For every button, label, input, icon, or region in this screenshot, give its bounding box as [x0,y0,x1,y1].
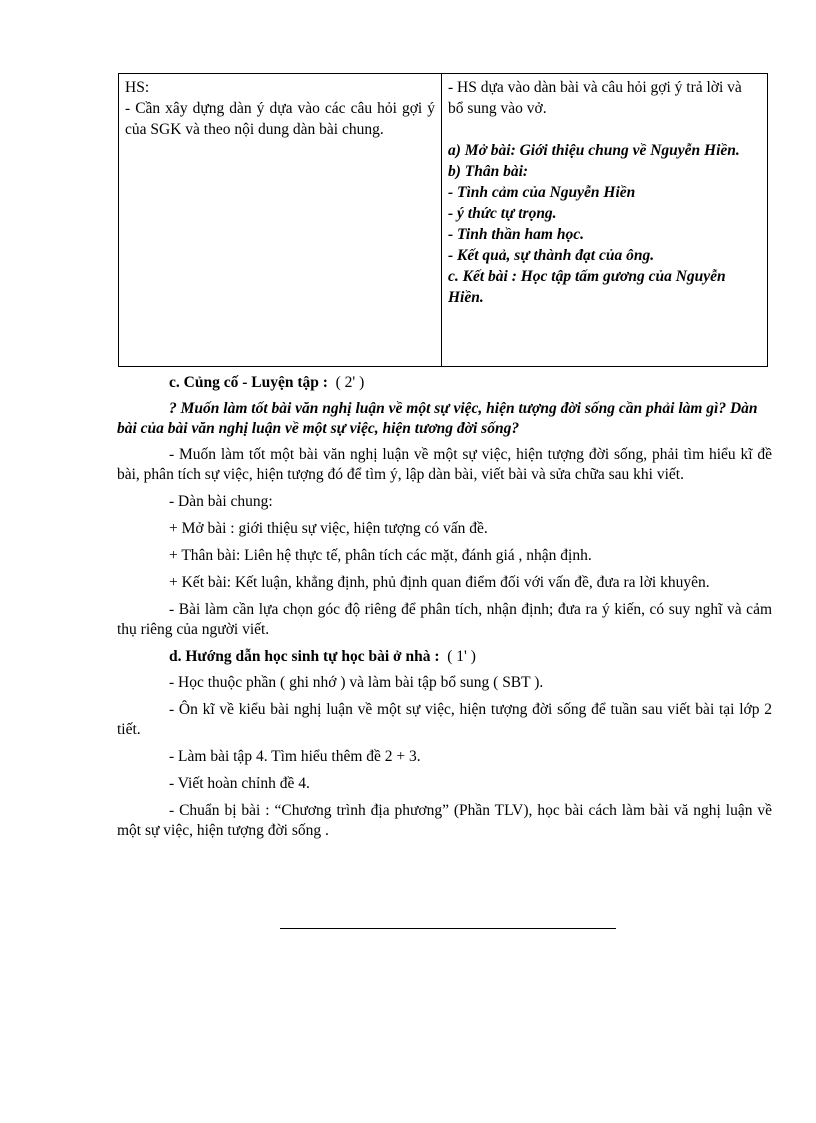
writing-note: - Bài làm cần lựa chọn góc độ riêng để phân tích, nhận định; đưa ra ý kiến, có suy nghĩ và cảm thụ riêng của người viết. [117,601,772,638]
table-row [119,74,768,367]
outline-ket-bai: + Kết bài: Kết luận, khẳng định, phủ định quan điểm đối với vấn đề, đưa ra lời khuyên. [169,574,710,591]
content-intro: - HS dựa vào dàn bài và câu hỏi gợi ý trả lời và bổ sung vào vở. [448,79,742,117]
outline-body-item: - Tình cảm của Nguyễn Hiền [448,184,636,201]
outline-body-item: - Kết quả, sự thành đạt của ông. [448,247,655,264]
section-c-heading: c. Củng cố - Luyện tập : ( 2' ) [169,374,365,391]
end-divider [280,928,616,929]
student-instruction: - Cần xây dựng dàn ý dựa vào các câu hỏi gợi ý của SGK và theo nội dung dàn bài chung. [125,100,435,138]
outline-mo-bai: + Mở bài : giới thiệu sự việc, hiện tượng có vấn đề. [169,520,488,537]
outline-title: - Dàn bài chung: [169,493,273,510]
lesson-body [117,373,772,848]
review-question: ? Muốn làm tốt bài văn nghị luận về một sự việc, hiện tượng đời sống cần phải làm gì? Dàn bài của bài văn nghị luận về một sự việc, hiện tương đời sống? [117,400,758,437]
lesson-table [118,73,768,367]
homework-item: - Chuẩn bị bài : “Chương trình địa phương” (Phần TLV), học bài cách làm bài vă nghị luận về một sự việc, hiện tượng đời sống . [117,802,772,839]
student-label: HS: [125,79,150,96]
outline-conclusion: c. Kết bài : Học tập tấm gương của Nguyễn Hiền. [448,268,726,306]
homework-item: - Học thuộc phần ( ghi nhớ ) và làm bài tập bổ sung ( SBT ). [169,674,544,691]
homework-item: - Ôn kĩ về kiểu bài nghị luận về một sự việc, hiện tượng đời sống để tuần sau viết bài tại lớp 2 tiết. [117,701,772,738]
content-cell [442,74,768,367]
review-answer: - Muốn làm tốt một bài văn nghị luận về một sự việc, hiện tượng đời sống, phải tìm hiểu kĩ đề bài, phân tích sự việc, hiện tượng đó để tìm ý, lập dàn bài, viết bài và sửa chữa sau khi viết. [117,446,772,483]
outline-body-item: - ý thức tự trọng. [448,205,557,222]
outline-intro: a) Mở bài: Giới thiệu chung về Nguyễn Hiền. [448,142,740,159]
homework-item: - Viết hoàn chỉnh đề 4. [169,775,310,792]
outline-body-title: b) Thân bài: [448,163,529,180]
section-d-heading: d. Hướng dẫn học sinh tự học bài ở nhà : ( 1' ) [169,648,476,665]
outline-than-bai: + Thân bài: Liên hệ thực tế, phân tích các mặt, đánh giá , nhận định. [169,547,592,564]
student-activity-cell [119,74,442,367]
homework-item: - Làm bài tập 4. Tìm hiểu thêm đề 2 + 3. [169,748,421,765]
spacer [448,119,761,140]
outline-body-item: - Tinh thần ham học. [448,226,584,243]
